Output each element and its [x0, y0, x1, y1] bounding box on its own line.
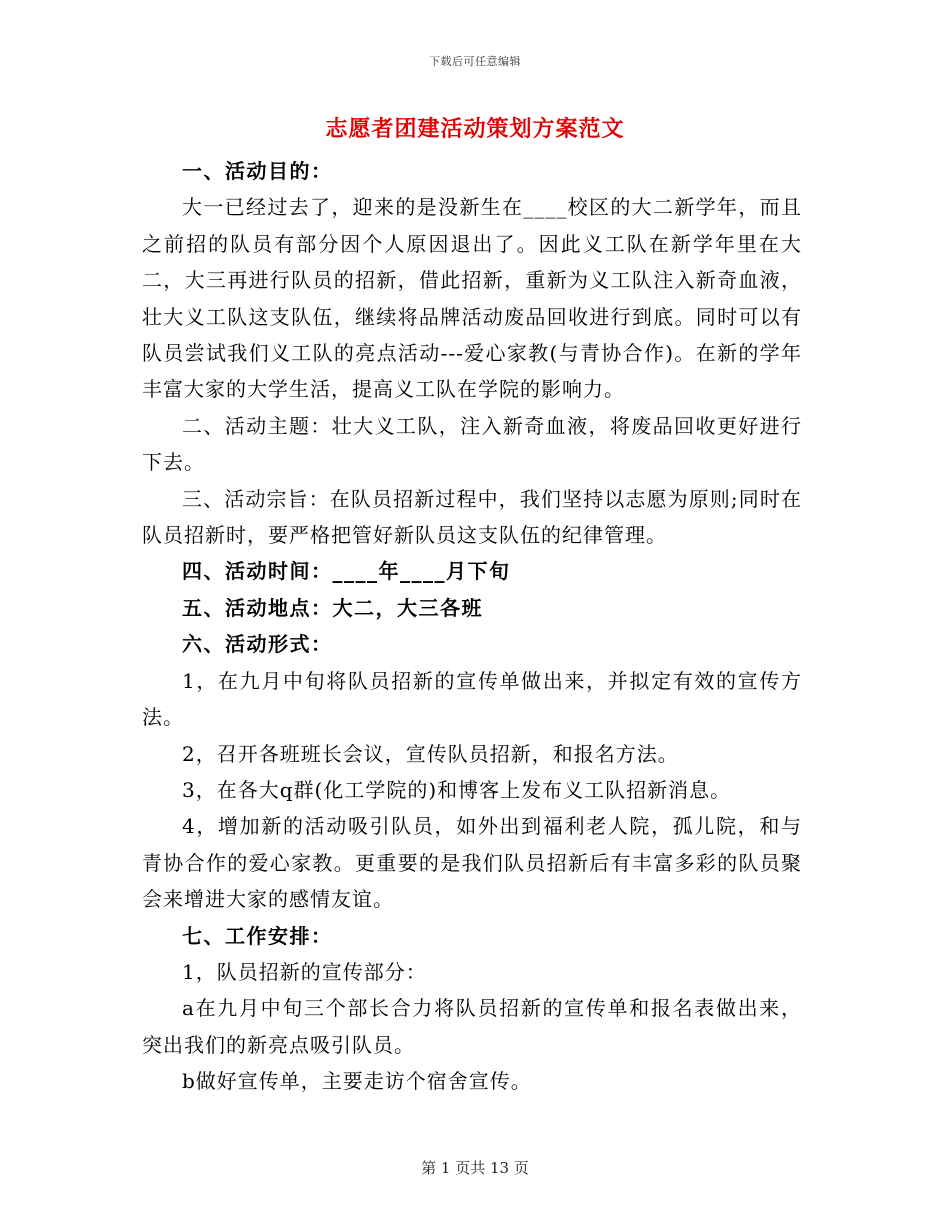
paragraph-purpose: 大一已经过去了，迎来的是没新生在____校区的大二新学年，而且之前招的队员有部分因个人原因退出了。因此义工队在新学年里在大二，大三再进行队员的招新，借此招新，重新为义工队注入新奇血液，壮大义工队这支队伍，继续将品牌活动废品回收进行到底。同时可以有队员尝试我们义工队的亮点活动---爱心家教(与青协合作)。在新的学年丰富大家的大学生活，提高义工队在学院的影响力。 [142, 195, 802, 402]
list-item-form-3: 3，在各大q群(化工学院的)和博客上发布义工队招新消息。 [182, 777, 732, 802]
section-heading-purpose: 一、活动目的： [182, 159, 333, 183]
list-item-arrangement-1: 1，队员招新的宣传部分： [182, 959, 427, 984]
document-title: 志愿者团建活动策划方案范文 [325, 117, 625, 142]
document-body [142, 153, 802, 1100]
page-footer-number: 第 1 页共 13 页 [421, 1159, 529, 1177]
list-item-form-2: 2，召开各班班长会议，宣传队员招新，和报名方法。 [182, 741, 679, 766]
paragraph-tenet: 三、活动宗旨：在队员招新过程中，我们坚持以志愿为原则;同时在队员招新时，要严格把管好新队员这支队伍的纪律管理。 [142, 486, 802, 548]
section-heading-location: 五、活动地点：大二，大三各班 [182, 595, 483, 620]
list-item-form-1: 1，在九月中旬将队员招新的宣传单做出来，并拟定有效的宣传方法。 [142, 668, 802, 730]
paragraph-theme: 二、活动主题：壮大义工队，注入新奇血液，将废品回收更好进行下去。 [142, 413, 802, 475]
section-heading-arrangement: 七、工作安排： [182, 923, 333, 948]
section-heading-time: 四、活动时间：____年____月下旬 [182, 559, 511, 584]
page-header-note: 下载后可任意编辑 [429, 55, 521, 68]
list-item-arrangement-a: a在九月中旬三个部长合力将队员招新的宣传单和报名表做出来，突出我们的新亮点吸引队员。 [142, 996, 802, 1057]
section-heading-form: 六、活动形式： [182, 632, 333, 657]
list-item-arrangement-b: b做好宣传单，主要走访个宿舍宣传。 [182, 1069, 532, 1094]
list-item-form-4: 4，增加新的活动吸引队员，如外出到福利老人院，孤儿院，和与青协合作的爱心家教。更重要的是我们队员招新后有丰富多彩的队员聚会来增进大家的感情友谊。 [142, 814, 802, 912]
